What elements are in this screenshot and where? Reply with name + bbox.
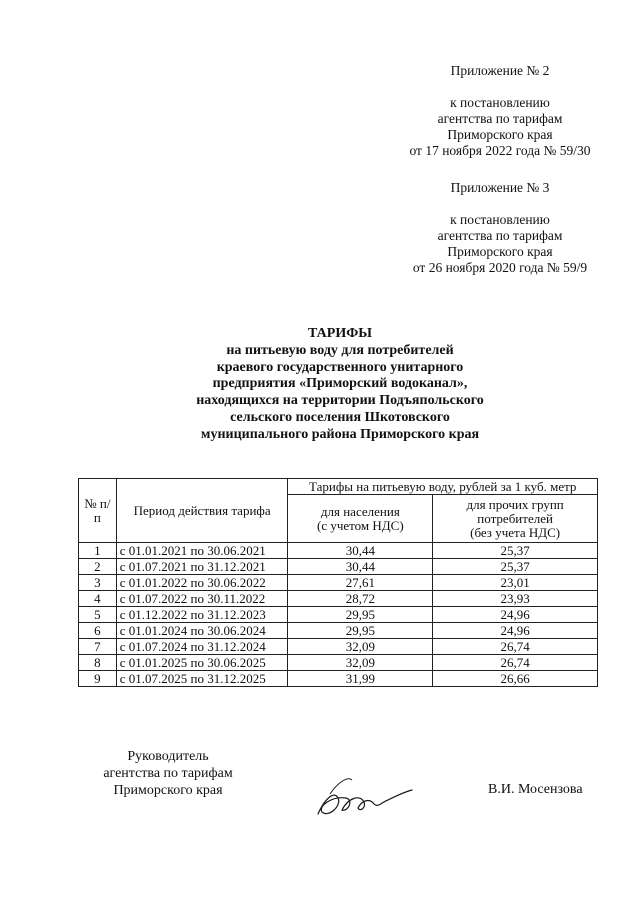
appendix-3-line: агентства по тарифам: [437, 228, 563, 243]
title-line: предприятия «Приморский водоканал»,: [212, 376, 468, 392]
row-population-tariff: 27,61: [288, 575, 433, 591]
title-line: краевого государственного унитарного: [216, 359, 464, 375]
row-population-tariff: 29,95: [288, 607, 433, 623]
appendix-3-heading: Приложение № 3: [450, 180, 550, 195]
row-number: 4: [79, 591, 117, 607]
signatory-position-line: Приморского края: [113, 783, 223, 798]
row-period: с 01.07.2024 по 31.12.2024: [116, 639, 288, 655]
signatory-position: [78, 748, 258, 799]
appendix-2-heading: Приложение № 2: [450, 63, 550, 78]
appendix-3-header: [380, 180, 620, 276]
tariffs-table: [78, 478, 598, 687]
row-other-tariff: 24,96: [433, 623, 598, 639]
row-period: с 01.12.2022 по 31.12.2023: [116, 607, 288, 623]
header-period: Период действия тарифа: [116, 479, 288, 543]
row-number: 8: [79, 655, 117, 671]
row-period: с 01.01.2021 по 30.06.2021: [116, 543, 288, 559]
table-row: [79, 543, 598, 559]
header-tariffs: Тарифы на питьевую воду, рублей за 1 куб. метр: [288, 479, 598, 495]
header-population: для населения (с учетом НДС): [288, 495, 433, 543]
row-number: 7: [79, 639, 117, 655]
header-other-consumers: для прочих групп потребителей (без учета НДС): [433, 495, 598, 543]
row-period: с 01.07.2022 по 30.11.2022: [116, 591, 288, 607]
table-row: [79, 591, 598, 607]
table-row: [79, 607, 598, 623]
appendix-3-line: от 26 ноября 2020 года № 59/9: [412, 260, 588, 275]
appendix-2-header: [380, 63, 620, 159]
row-number: 1: [79, 543, 117, 559]
row-population-tariff: 30,44: [288, 543, 433, 559]
row-other-tariff: 26,66: [433, 671, 598, 687]
title-line: находящихся на территории Подъяпольского: [196, 393, 484, 409]
row-population-tariff: 31,99: [288, 671, 433, 687]
signatory-position-line: агентства по тарифам: [103, 766, 233, 781]
row-other-tariff: 26,74: [433, 655, 598, 671]
row-other-tariff: 26,74: [433, 639, 598, 655]
appendix-3-line: к постановлению: [450, 212, 550, 227]
row-period: с 01.01.2024 по 30.06.2024: [116, 623, 288, 639]
row-other-tariff: 23,93: [433, 591, 598, 607]
appendix-2-line: к постановлению: [450, 95, 550, 110]
row-other-tariff: 23,01: [433, 575, 598, 591]
table-row: [79, 559, 598, 575]
signatory-position-line: Руководитель: [127, 749, 209, 764]
row-period: с 01.01.2025 по 30.06.2025: [116, 655, 288, 671]
table-row: [79, 575, 598, 591]
row-number: 9: [79, 671, 117, 687]
document-title: [120, 326, 560, 444]
table-row: [79, 655, 598, 671]
appendix-3-line: Приморского края: [447, 244, 553, 259]
table-row: [79, 639, 598, 655]
table-row: [79, 671, 598, 687]
title-line: муниципального района Приморского края: [200, 426, 480, 442]
appendix-2-line: агентства по тарифам: [437, 111, 563, 126]
row-population-tariff: 32,09: [288, 639, 433, 655]
row-number: 6: [79, 623, 117, 639]
title-line: сельского поселения Шкотовского: [230, 409, 450, 425]
header-number: № п/п: [79, 479, 117, 543]
appendix-2-line: от 17 ноября 2022 года № 59/30: [409, 143, 591, 158]
row-number: 3: [79, 575, 117, 591]
row-population-tariff: 28,72: [288, 591, 433, 607]
row-other-tariff: 25,37: [433, 543, 598, 559]
row-other-tariff: 25,37: [433, 559, 598, 575]
appendix-2-line: Приморского края: [447, 127, 553, 142]
signatory-name: В.И. Мосензова: [488, 782, 583, 797]
row-number: 5: [79, 607, 117, 623]
table-row: [79, 623, 598, 639]
row-number: 2: [79, 559, 117, 575]
row-period: с 01.07.2021 по 31.12.2021: [116, 559, 288, 575]
row-period: с 01.01.2022 по 30.06.2022: [116, 575, 288, 591]
title-line: на питьевую воду для потребителей: [226, 342, 454, 358]
row-period: с 01.07.2025 по 31.12.2025: [116, 671, 288, 687]
title-main: ТАРИФЫ: [308, 326, 372, 341]
handwritten-signature: [308, 768, 418, 823]
row-population-tariff: 32,09: [288, 655, 433, 671]
row-population-tariff: 30,44: [288, 559, 433, 575]
row-population-tariff: 29,95: [288, 623, 433, 639]
row-other-tariff: 24,96: [433, 607, 598, 623]
